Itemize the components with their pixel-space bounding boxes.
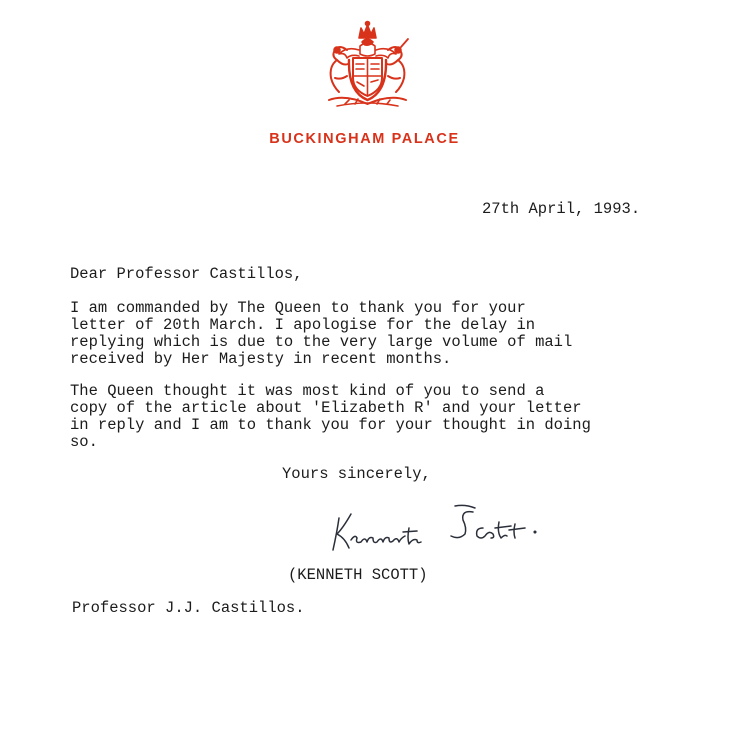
handwritten-signature [325, 498, 545, 560]
letter-date: 27th April, 1993. [482, 200, 641, 218]
body-paragraph-1: I am commanded by The Queen to thank you for your letter of 20th March. I apologise for the delay in replying which is due to the very large volume of mail received by Her Majesty in recent months. [70, 299, 573, 368]
signatory-name: (KENNETH SCOTT) [288, 566, 428, 584]
closing: Yours sincerely, [282, 465, 431, 483]
royal-crest-icon [315, 20, 420, 110]
letterhead [0, 130, 737, 148]
letterhead-title: BUCKINGHAM PALACE [269, 131, 460, 147]
body-paragraph-2: The Queen thought it was most kind of you to send a copy of the article about 'Elizabeth R' and your letter in reply and I am to thank you for your thought in doing so. [70, 382, 591, 451]
recipient: Professor J.J. Castillos. [72, 599, 305, 617]
salutation: Dear Professor Castillos, [70, 265, 303, 283]
